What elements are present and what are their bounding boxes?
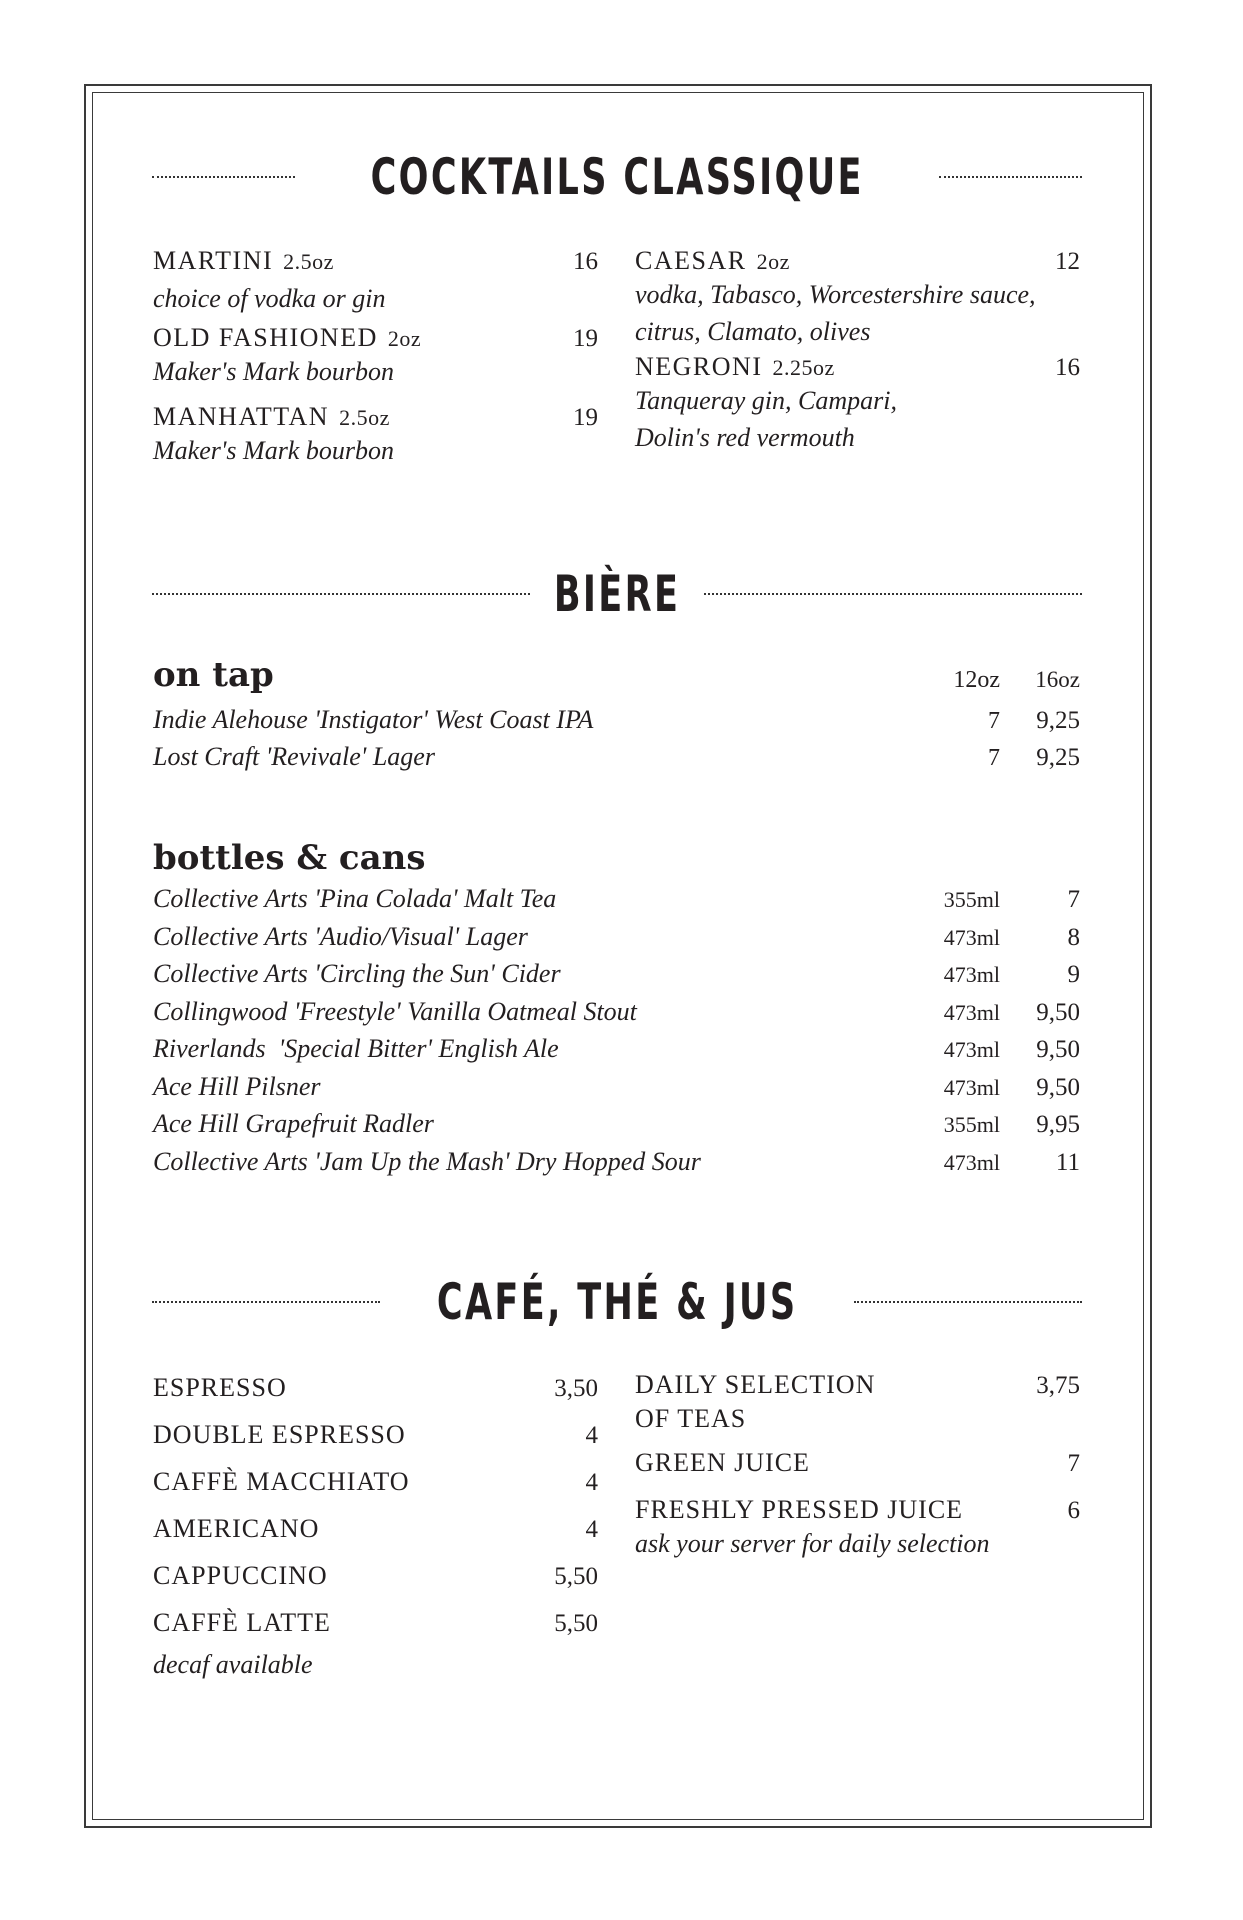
item-name: CAFFÈ MACCHIATO [153, 1467, 410, 1496]
item-price: 3,50 [554, 1375, 598, 1402]
heading-dots-right [854, 1301, 1082, 1303]
on-tap-header-row [153, 667, 1080, 705]
on-tap-subheading: on tap [153, 655, 274, 695]
beer-name: Ace Hill Pilsner [153, 1071, 321, 1101]
col-16oz-header: 16oz [1035, 667, 1080, 692]
beer-name: Ace Hill Grapefruit Radler [153, 1109, 434, 1138]
cafe-right-column [635, 1370, 1080, 1562]
beer-size: 473ml [943, 1037, 1000, 1062]
item-name: OLD FASHIONED [153, 323, 378, 352]
table-row [153, 1147, 1080, 1185]
item-size: 2oz [756, 249, 790, 274]
item-price: 5,50 [554, 1563, 598, 1590]
heading-dots-left [152, 593, 530, 595]
menu-item-green-juice [635, 1448, 1080, 1495]
cocktails-title: COCKTAILS CLASSIQUE [370, 148, 864, 206]
item-name: NEGRONI [635, 352, 763, 381]
table-row [153, 959, 1080, 997]
item-price: 5,50 [554, 1610, 598, 1637]
menu-item-americano [153, 1514, 598, 1561]
item-name: CAESAR [635, 246, 747, 275]
beer-size: 473ml [943, 924, 1000, 950]
item-price: 19 [573, 325, 598, 352]
table-row [153, 997, 1080, 1035]
menu-item-cappuccino [153, 1561, 598, 1608]
item-name: AMERICANO [153, 1514, 320, 1543]
biere-heading [152, 565, 1082, 623]
col-12oz-header: 12oz [953, 667, 1000, 693]
item-name: MARTINI [153, 246, 274, 275]
item-price: 12 [1055, 248, 1080, 275]
beer-name: Collective Arts 'Circling the Sun' Cider [153, 959, 561, 988]
beer-name: Collective Arts 'Pina Colada' Malt Tea [153, 884, 557, 913]
beer-size: 355ml [943, 1112, 1000, 1137]
price-16oz: 9,25 [1036, 744, 1080, 771]
item-name: CAPPUCCINO [153, 1561, 328, 1590]
item-name: GREEN JUICE [635, 1448, 810, 1477]
beer-name: Collingwood 'Freestyle' Vanilla Oatmeal Stout [153, 996, 637, 1026]
cafe-heading [152, 1273, 1082, 1331]
price-16oz: 9,25 [1036, 706, 1080, 734]
table-row [153, 884, 1080, 922]
biere-title: BIÈRE [553, 565, 681, 623]
beer-size: 473ml [943, 1074, 1000, 1100]
cafe-left-column [153, 1373, 598, 1683]
item-price: 16 [573, 248, 598, 275]
item-description: citrus, Clamato, olives [635, 317, 871, 346]
table-row [153, 705, 1080, 743]
item-price: 3,75 [1036, 1372, 1080, 1399]
beer-price: 11 [1055, 1148, 1080, 1176]
beer-name: Collective Arts 'Audio/Visual' Lager [153, 921, 528, 951]
menu-item-double-espresso [153, 1420, 598, 1467]
item-price: 4 [585, 1422, 598, 1449]
table-row [153, 922, 1080, 960]
item-price: 4 [585, 1469, 598, 1496]
item-name: DOUBLE ESPRESSO [153, 1420, 406, 1449]
item-description: Dolin's red vermouth [635, 423, 855, 452]
menu-item-manhattan [153, 402, 598, 432]
heading-dots-right [704, 593, 1082, 595]
item-size: 2.5oz [339, 405, 390, 430]
menu-item-old-fashioned [153, 323, 598, 353]
item-description: Maker's Mark bourbon [153, 357, 394, 386]
table-row [153, 1109, 1080, 1147]
on-tap-table [153, 667, 1080, 780]
item-description: Tanqueray gin, Campari, [635, 386, 897, 415]
beer-size: 355ml [943, 887, 1000, 912]
item-name: FRESHLY PRESSED JUICE [635, 1495, 964, 1524]
item-price: 16 [1055, 354, 1080, 381]
item-price: 6 [1067, 1497, 1080, 1524]
table-row [153, 1072, 1080, 1110]
beer-price: 9,50 [1036, 1073, 1080, 1101]
item-price: 7 [1067, 1450, 1080, 1477]
menu-item-pressed-juice [635, 1495, 1080, 1525]
menu-item-daily-teas [635, 1370, 1080, 1400]
menu-item-caffe-latte [153, 1608, 598, 1646]
beer-price: 9,50 [1036, 1036, 1080, 1063]
cocktails-left-column [153, 246, 598, 469]
item-name: ESPRESSO [153, 1373, 287, 1402]
menu-item-caesar [635, 246, 1080, 276]
item-description: vodka, Tabasco, Worcestershire sauce, [635, 280, 1036, 309]
bottles-subheading: bottles & cans [153, 838, 426, 878]
cocktails-right-column [635, 246, 1080, 456]
item-size: 2.25oz [772, 355, 835, 380]
heading-dots-right [939, 176, 1082, 178]
item-size: 2oz [387, 326, 422, 351]
item-description: choice of vodka or gin [153, 284, 386, 313]
menu-item-negroni [635, 352, 1080, 382]
beer-price: 9 [1067, 961, 1080, 988]
price-12oz: 7 [988, 745, 1000, 771]
heading-dots-left [152, 176, 295, 178]
beer-price: 8 [1067, 923, 1080, 951]
heading-dots-left [152, 1301, 380, 1303]
beer-size: 473ml [943, 999, 1000, 1025]
item-name: MANHATTAN [153, 402, 330, 431]
table-row [153, 1034, 1080, 1072]
beer-size: 473ml [943, 1149, 1000, 1175]
item-price: 19 [573, 404, 598, 431]
menu-item-caffe-macchiato [153, 1467, 598, 1514]
price-12oz: 7 [988, 707, 1000, 734]
beer-name: Indie Alehouse 'Instigator' West Coast IPA [153, 704, 594, 734]
item-name-line2: OF TEAS [635, 1404, 747, 1433]
bottles-table [153, 884, 1080, 1184]
beer-name: Collective Arts 'Jam Up the Mash' Dry Hopped Sour [153, 1146, 701, 1176]
item-description: Maker's Mark bourbon [153, 436, 394, 465]
item-description: ask your server for daily selection [635, 1529, 990, 1558]
beer-size: 473ml [943, 962, 1000, 987]
item-name: DAILY SELECTION [635, 1370, 876, 1399]
menu-item-martini [153, 246, 598, 276]
cocktails-heading [152, 148, 1082, 206]
table-row [153, 742, 1080, 780]
beer-price: 7 [1067, 886, 1080, 913]
beer-price: 9,50 [1036, 998, 1080, 1026]
beer-name: Lost Craft 'Revivale' Lager [153, 742, 435, 771]
decaf-note: decaf available [153, 1650, 313, 1679]
item-price: 4 [585, 1516, 598, 1543]
cafe-title: CAFÉ, THÉ & JUS [436, 1273, 798, 1331]
item-name: CAFFÈ LATTE [153, 1608, 331, 1637]
beer-name: Riverlands 'Special Bitter' English Ale [153, 1034, 559, 1063]
beer-price: 9,95 [1036, 1111, 1080, 1138]
item-size: 2.5oz [283, 249, 334, 274]
menu-item-espresso [153, 1373, 598, 1420]
